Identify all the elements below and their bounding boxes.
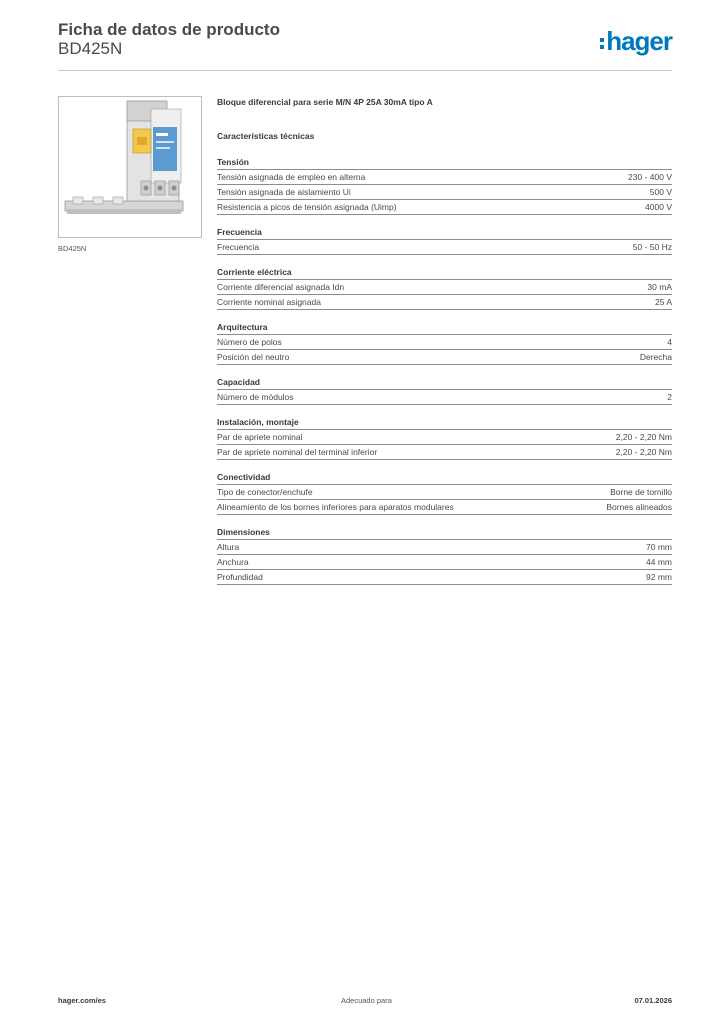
image-caption: BD425N [58, 244, 87, 253]
spec-value: 30 mA [647, 282, 672, 292]
spec-row [217, 240, 672, 255]
spec-section [217, 156, 672, 215]
spec-label: Altura [217, 542, 240, 552]
spec-row [217, 570, 672, 585]
spec-section [217, 321, 672, 365]
spec-value: Derecha [639, 352, 672, 362]
spec-section [217, 526, 672, 585]
spec-label: Alineamiento de los bornes inferiores para aparatos modulares [217, 502, 454, 512]
section-title: Instalación, montaje [217, 416, 672, 430]
spec-label: Resistencia a picos de tensión asignada (Uimp) [217, 202, 397, 212]
spec-row [217, 555, 672, 570]
product-photo-icon [59, 97, 201, 237]
footer-date: 07.01.2026 [634, 996, 672, 1005]
spec-row [217, 335, 672, 350]
spec-section [217, 266, 672, 310]
page-footer [58, 996, 672, 1010]
spec-row [217, 350, 672, 365]
spec-row [217, 430, 672, 445]
spec-section [217, 376, 672, 405]
document-title: Ficha de datos de producto [58, 20, 280, 39]
footer-website[interactable]: hager.com/es [58, 996, 106, 1005]
spec-label: Profundidad [217, 572, 263, 582]
spec-label: Par de apriete nominal [217, 432, 303, 442]
spec-value: 4000 V [645, 202, 672, 212]
spec-row [217, 295, 672, 310]
spec-row [217, 485, 672, 500]
spec-section [217, 226, 672, 255]
section-title: Conectividad [217, 471, 672, 485]
spec-value: 92 mm [646, 572, 672, 582]
product-content [217, 96, 672, 596]
logo-wordmark: hager [606, 26, 672, 56]
footer-suitability: Adecuado para [341, 996, 392, 1005]
spec-value: 230 - 400 V [628, 172, 672, 182]
hager-logo [600, 28, 672, 54]
product-description: Bloque diferencial para serie M/N 4P 25A 30mA tipo A [217, 97, 433, 107]
product-reference: BD425N [58, 39, 123, 58]
spec-row [217, 170, 672, 185]
spec-label: Número de módulos [217, 392, 294, 402]
spec-section [217, 471, 672, 515]
spec-row [217, 390, 672, 405]
product-image [58, 96, 202, 238]
section-title: Corriente eléctrica [217, 266, 672, 280]
spec-row [217, 185, 672, 200]
spec-value: Bornes alineados [606, 502, 672, 512]
section-title: Tensión [217, 156, 672, 170]
spec-row [217, 445, 672, 460]
spec-label: Tensión asignada de aislamiento Ui [217, 187, 351, 197]
spec-label: Corriente nominal asignada [217, 297, 321, 307]
page-header [58, 20, 672, 71]
spec-label: Tensión asignada de empleo en alterna [217, 172, 366, 182]
spec-value: 70 mm [646, 542, 672, 552]
spec-value: 2 [667, 392, 672, 402]
spec-row [217, 540, 672, 555]
spec-label: Corriente diferencial asignada Idn [217, 282, 345, 292]
spec-value: 500 V [649, 187, 672, 197]
spec-label: Número de polos [217, 337, 282, 347]
spec-label: Anchura [217, 557, 249, 567]
section-title: Capacidad [217, 376, 672, 390]
spec-label: Tipo de conector/enchufe [217, 487, 313, 497]
spec-value: Borne de tornillo [610, 487, 672, 497]
spec-label: Par de apriete nominal del terminal inferior [217, 447, 378, 457]
logo-dots-icon [600, 38, 604, 49]
spec-row [217, 500, 672, 515]
spec-sections [217, 156, 672, 585]
spec-value: 25 A [654, 297, 672, 307]
spec-value: 50 - 50 Hz [632, 242, 672, 252]
spec-label: Frecuencia [217, 242, 260, 252]
spec-value: 2,20 - 2,20 Nm [615, 447, 672, 457]
spec-value: 4 [667, 337, 672, 347]
spec-label: Posición del neutro [217, 352, 290, 362]
spec-row [217, 280, 672, 295]
section-title: Dimensiones [217, 526, 672, 540]
spec-value: 2,20 - 2,20 Nm [615, 432, 672, 442]
section-title: Frecuencia [217, 226, 672, 240]
section-title: Arquitectura [217, 321, 672, 335]
technical-characteristics-title: Características técnicas [217, 131, 315, 141]
spec-value: 44 mm [646, 557, 672, 567]
spec-row [217, 200, 672, 215]
spec-section [217, 416, 672, 460]
